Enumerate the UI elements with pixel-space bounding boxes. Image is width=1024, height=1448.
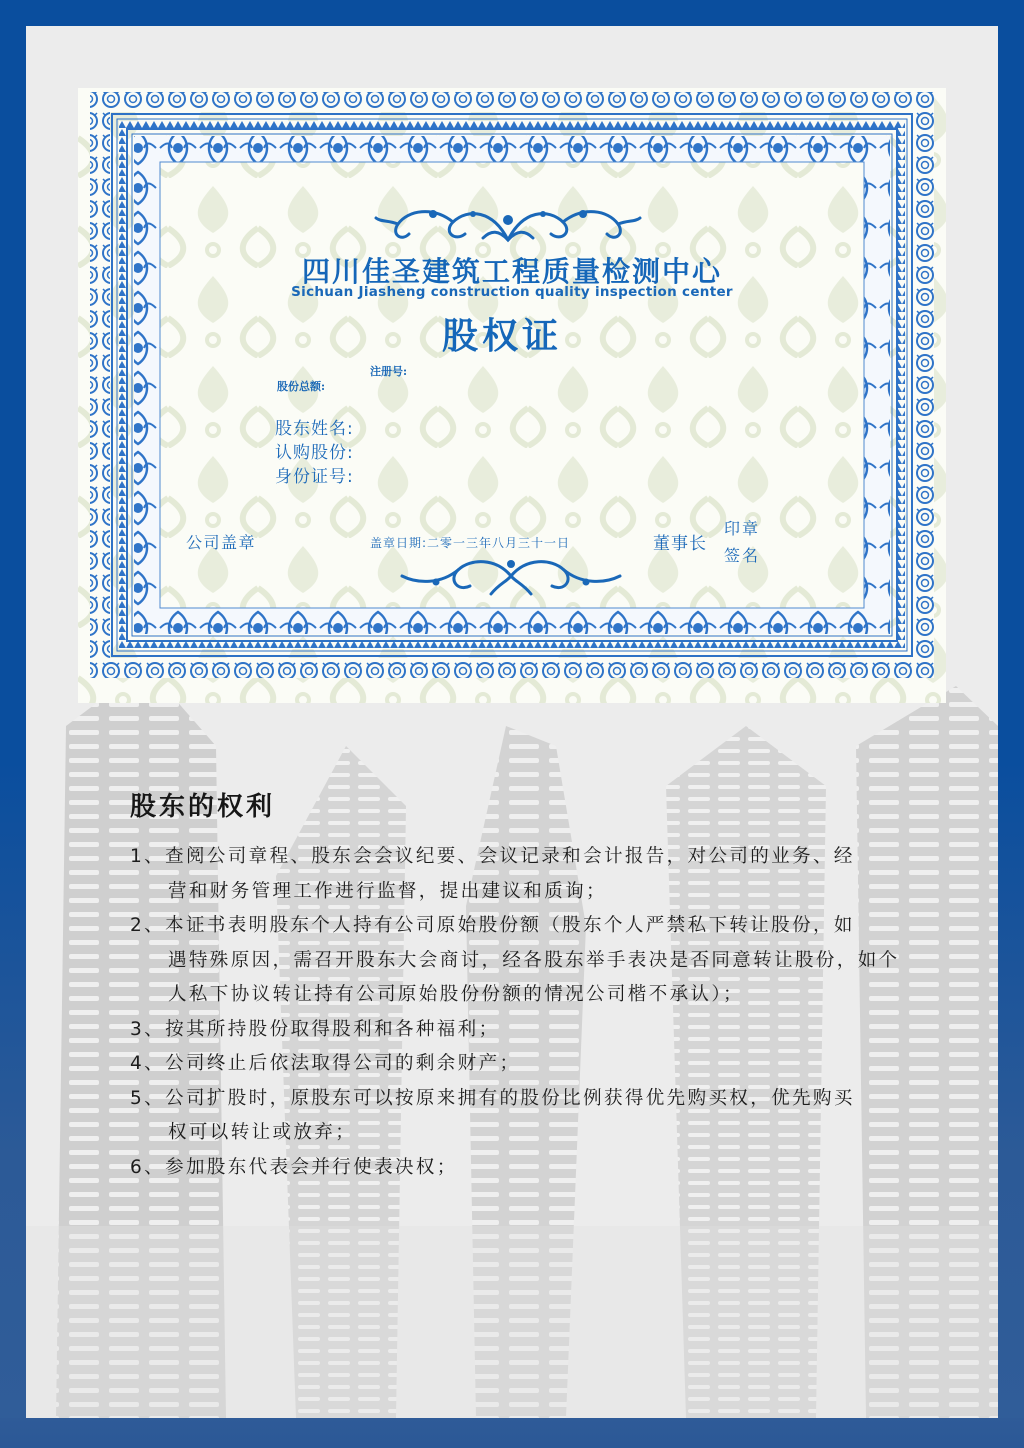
rights-item-4 xyxy=(130,1047,950,1082)
rights-item-1 xyxy=(130,840,950,909)
rights-list xyxy=(130,840,950,1185)
rights-item-6 xyxy=(130,1151,950,1186)
bottom-ornament-icon xyxy=(396,554,626,598)
top-ornament-icon xyxy=(373,200,643,248)
rights-item-line: 4、公司终止后依法取得公司的剩余财产； xyxy=(130,1053,521,1074)
company-seal-label: 公司盖章 xyxy=(186,533,257,552)
certificate-title: 股权证 xyxy=(441,316,562,357)
organization-name: 四川佳圣建筑工程质量检测中心 xyxy=(301,255,722,288)
total-shares-label: 股份总额: xyxy=(277,380,326,393)
rights-item-line: 1、查阅公司章程、股东会会议纪要、会议记录和会计报告，对公司的业务、经 xyxy=(130,846,855,867)
frame-right-band xyxy=(998,760,1024,1420)
signature-label: 签名 xyxy=(724,546,761,565)
rights-item-5 xyxy=(130,1082,950,1151)
chairman-label: 董事长 xyxy=(653,534,707,554)
seal-date-label: 盖章日期:二零一三年八月三十一日 xyxy=(370,536,571,550)
rights-item-line: 权可以转让或放弃； xyxy=(168,1122,357,1143)
frame-bottom-band xyxy=(0,1418,1024,1448)
rights-item-line: 6、参加股东代表会并行使表决权； xyxy=(130,1156,458,1178)
frame-left-band xyxy=(0,760,26,1420)
rights-section-title: 股东的权利 xyxy=(130,792,276,822)
rights-item-line: 2、本证书表明股东个人持有公司原始股份额（股东个人严禁私下转让股份，如 xyxy=(130,915,855,936)
rights-item-2 xyxy=(130,909,950,1013)
registration-number-label: 注册号: xyxy=(370,365,408,378)
seal-label: 印章 xyxy=(724,519,761,538)
rights-item-line: 遇特殊原因，需召开股东大会商讨，经各股东举手表决是否同意转让股份，如个 xyxy=(168,949,900,971)
rights-item-line: 3、按其所持股份取得股利和各种福利； xyxy=(130,1018,500,1040)
rights-item-line: 人私下协议转让持有公司原始股份份额的情况公司楷不承认）； xyxy=(168,984,744,1005)
content-panel xyxy=(26,26,998,1418)
subscribed-shares-label: 认购股份: xyxy=(275,443,354,463)
rights-item-line: 5、公司扩股时，原股东可以按原来拥有的股份比例获得优先购买权，优先购买 xyxy=(130,1087,855,1109)
id-number-label: 身份证号: xyxy=(275,467,354,487)
rights-item-3 xyxy=(130,1013,950,1048)
organization-name-english: Sichuan Jiasheng construction quality inspection center xyxy=(291,284,733,300)
damask-background xyxy=(78,88,946,703)
share-certificate xyxy=(78,88,946,703)
shareholder-name-label: 股东姓名: xyxy=(275,419,354,439)
rights-item-line: 营和财务管理工作进行监督，提出建议和质询； xyxy=(168,880,607,902)
